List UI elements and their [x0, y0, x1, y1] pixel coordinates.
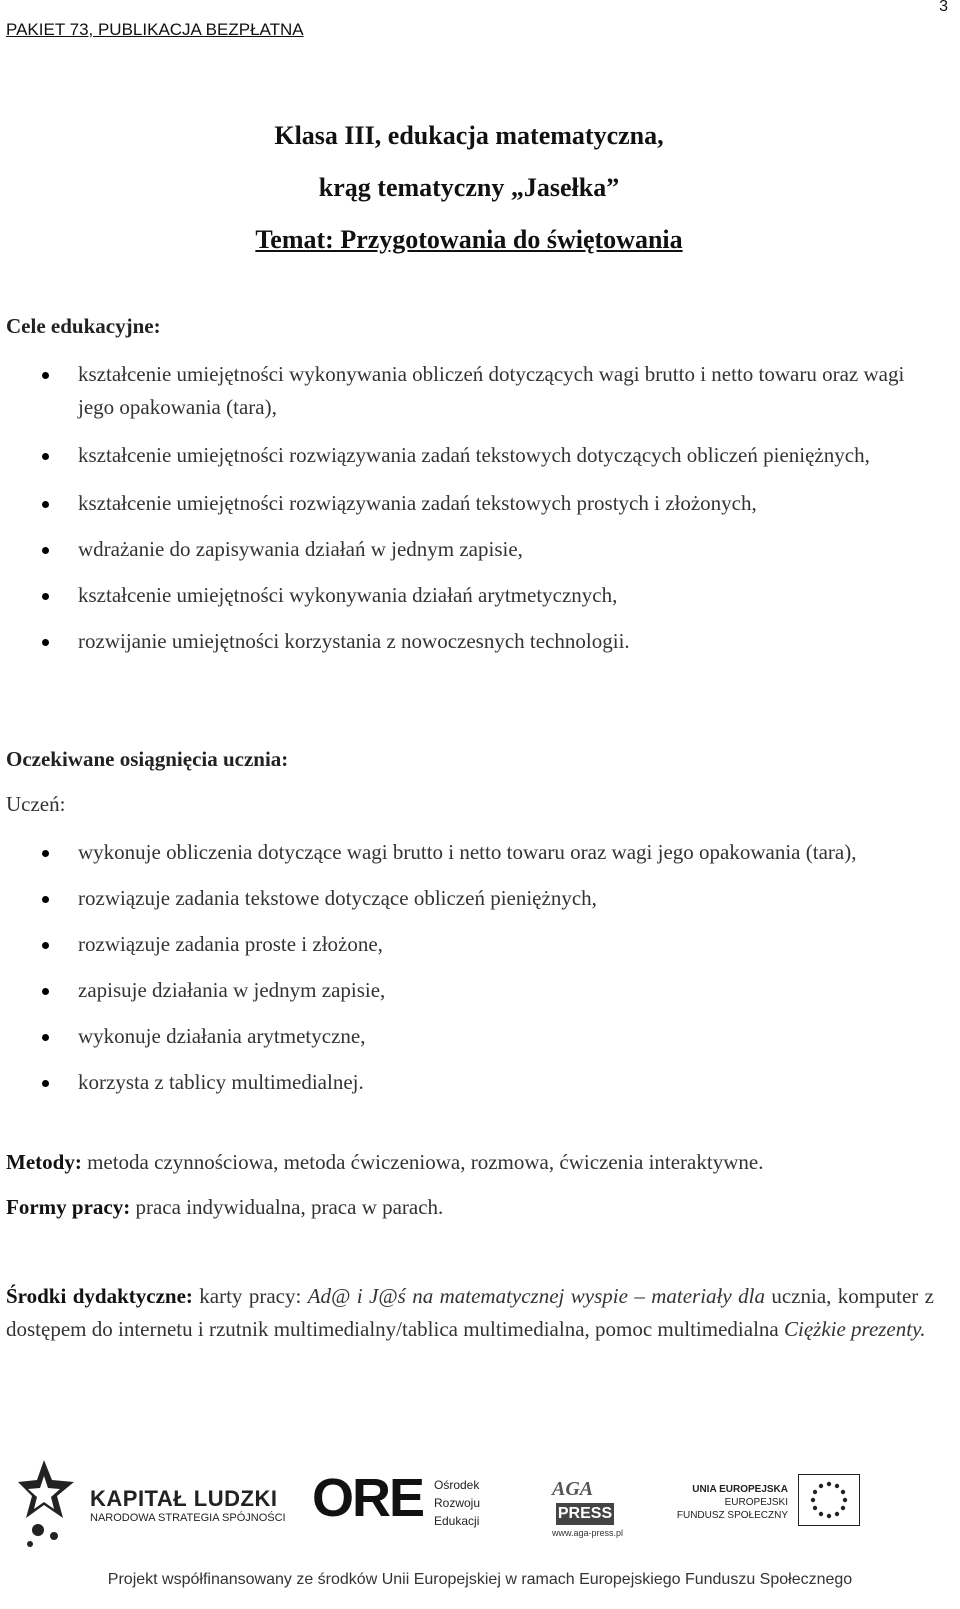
achievements-list: [0, 836, 920, 1099]
aids-label: Środki dydaktyczne:: [6, 1284, 193, 1308]
goals-list: [0, 358, 920, 658]
goal-item: kształcenie umiejętności wykonywania obliczeń dotyczących wagi brutto i netto towaru oraz wagi jego opakowania (tara),: [0, 358, 920, 424]
funding-note: Projekt współfinansowany ze środków Unii Europejskiej w ramach Europejskiego Funduszu Społecznego: [107, 1571, 853, 1588]
aga-mark: AGA: [552, 1478, 594, 1500]
goal-item: kształcenie umiejętności rozwiązywania zadań tekstowych prostych i złożonych,: [0, 487, 920, 520]
achievements-intro: Uczeń:: [6, 792, 66, 816]
aids-presentation-title: Ciężkie prezenty.: [783, 1317, 926, 1341]
lesson-topic: Temat: Przygotowania do świętowania: [255, 225, 683, 254]
aga-press-badge: PRESS: [556, 1503, 614, 1525]
kapital-ludzki-logo-icon: [18, 1458, 78, 1553]
achievement-item: rozwiązuje zadania tekstowe dotyczące obliczeń pieniężnych,: [0, 882, 920, 915]
goal-item: kształcenie umiejętności wykonywania działań arytmetycznych,: [0, 579, 920, 612]
title-line-2: krąg tematyczny „Jasełka”: [318, 173, 620, 202]
ore-line-3: Edukacji: [434, 1514, 480, 1528]
achievements-heading: Oczekiwane osiągnięcia ucznia:: [6, 747, 289, 771]
achievement-item: rozwiązuje zadania proste i złożone,: [0, 928, 920, 961]
running-head: PAKIET 73, PUBLIKACJA BEZPŁATNA: [6, 20, 304, 39]
ore-line-2: Rozwoju: [434, 1496, 481, 1510]
forms-line: [6, 1191, 934, 1224]
eu-line-3: FUNDUSZ SPOŁECZNY: [676, 1510, 788, 1521]
eu-name: [660, 1483, 788, 1522]
goal-item: kształcenie umiejętności rozwiązywania zadań tekstowych dotyczących obliczeń pieniężnych,: [0, 439, 920, 472]
eu-line-2: EUROPEJSKI: [724, 1497, 788, 1508]
achievement-item: wykonuje działania arytmetyczne,: [0, 1020, 920, 1053]
goal-item: rozwijanie umiejętności korzystania z nowoczesnych technologii.: [0, 625, 920, 658]
aids-text-2: ucznia, komputer z dostępem do internetu i rzutnik multimedialny/tablica multimedialna, pomoc multimedialna: [6, 1284, 935, 1341]
goal-item: wdrażanie do zapisywania działań w jednym zapisie,: [0, 533, 920, 566]
kapital-ludzki-name: KAPITAŁ LUDZKI: [90, 1486, 278, 1511]
methods-text: metoda czynnościowa, metoda ćwiczeniowa, rozmowa, ćwiczenia interaktywne.: [81, 1150, 764, 1174]
achievement-item: korzysta z tablicy multimedialnej.: [0, 1066, 920, 1099]
sponsor-logos: [0, 1448, 960, 1558]
aga-url: www.aga-press.pl: [552, 1528, 624, 1538]
aids-text-1: karty pracy:: [192, 1284, 308, 1308]
goals-heading: Cele edukacyjne:: [6, 314, 161, 338]
achievement-item: wykonuje obliczenia dotyczące wagi brutto i netto towaru oraz wagi jego opakowania (tara),: [0, 836, 920, 869]
ore-line-1: Ośrodek: [434, 1478, 480, 1492]
eu-flag-icon: [798, 1474, 860, 1526]
ore-wordmark: ORE: [312, 1468, 424, 1528]
methods-line: [6, 1146, 934, 1179]
achievement-item: zapisuje działania w jednym zapisie,: [0, 974, 920, 1007]
methods-label: Metody:: [6, 1150, 82, 1174]
forms-label: Formy pracy:: [6, 1195, 131, 1219]
aids-worksheet-title: Ad@ i J@ś na matematycznej wyspie – materiały dla: [307, 1284, 765, 1308]
forms-text: praca indywidualna, praca w parach.: [130, 1195, 444, 1219]
ore-name: [434, 1476, 480, 1530]
page-number: 3: [939, 0, 948, 15]
kapital-ludzki-tagline: NARODOWA STRATEGIA SPÓJNOŚCI: [90, 1512, 286, 1524]
aids-paragraph: [6, 1280, 934, 1346]
lesson-title: [0, 116, 938, 272]
title-line-1: Klasa III, edukacja matematyczna,: [274, 121, 664, 150]
eu-line-1: UNIA EUROPEJSKA: [692, 1484, 788, 1495]
